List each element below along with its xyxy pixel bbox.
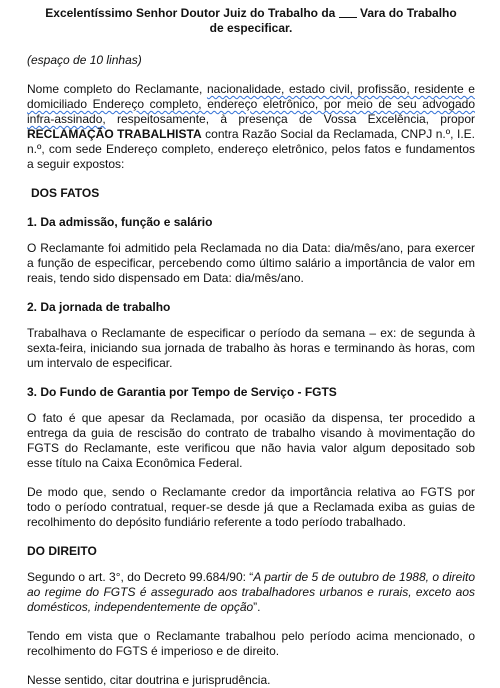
title-text-b: Vara do Trabalho: [360, 6, 457, 20]
direito-text2: Tendo em vista que o Reclamante trabalhou pelo período acima mencionado, o recolhimento do FGTS é imperioso e de direito.: [27, 629, 475, 658]
direito-text1-intro: Segundo o art. 3°, do Decreto 99.684/90: “: [27, 570, 254, 584]
direito-text3: Nesse sentido, citar doutrina e jurisprudência.: [27, 673, 271, 687]
direito-text1: [27, 570, 475, 615]
document-title-line2: de especificar.: [209, 21, 293, 35]
intro-part1: Nome completo do Reclamante,: [27, 82, 203, 96]
section3-heading: 3. Do Fundo de Garantia por Tempo de Serviço - FGTS: [27, 385, 337, 399]
title-text-a: Excelentíssimo Senhor Doutor Juiz do Trabalho da: [45, 6, 336, 20]
space-note: [27, 53, 475, 68]
intro-spellcheck-text: nacionalidade, estado civil, profissão, residente e domiciliado Endereço completo, endereço eletrônico, por meio de seu advogado infra-assinado,: [27, 82, 475, 126]
fatos-heading: DOS FATOS: [31, 186, 100, 200]
space-note-text: (espaço de 10 linhas): [27, 53, 142, 67]
direito-text1-end: ”.: [253, 600, 261, 614]
section2-heading: 2. Da jornada de trabalho: [27, 300, 171, 314]
section1-heading: 1. Da admissão, função e salário: [27, 215, 213, 229]
title-blank-line: [339, 6, 357, 18]
intro-paragraph: [27, 82, 475, 172]
intro-part3: contra Razão Social da Reclamada, CNPJ n.º, I.E. n.º, com sede Endereço completo, endereço eletrônico, pelos fatos e fundamentos a seguir expostos:: [27, 127, 475, 171]
section3-text2: De modo que, sendo o Reclamante credor da importância relativa ao FGTS por todo o período contratual, requer-se desde já que a Reclamada exiba as guias de recolhimento do depósito fundiário referente a todo período trabalhado.: [27, 485, 475, 529]
direito-heading: DO DIREITO: [27, 544, 97, 558]
intro-bold-title: RECLAMAÇÃO TRABALHISTA: [27, 127, 202, 141]
direito-quote: A partir de 5 de outubro de 1988, o direito ao regime do FGTS é assegurado aos trabalhadores urbanos e rurais, exceto aos domésticos, independentemente de opção: [27, 570, 476, 614]
document-title-line1: [27, 6, 475, 21]
intro-part2: respeitosamente, à presença de Vossa Excelência, propor: [105, 112, 475, 126]
section1-text: O Reclamante foi admitido pela Reclamada no dia Data: dia/mês/ano, para exercer a função de especificar, percebendo como último salário a importância de valor em reais, tendo sido dispensado em Data: dia/mês/ano.: [27, 241, 475, 285]
section2-text: Trabalhava o Reclamante de especificar o período da semana – ex: de segunda à sexta-feira, iniciando sua jornada de trabalho às horas e terminando às horas, com um intervalo de especificar.: [27, 326, 475, 370]
section3-text1: O fato é que apesar da Reclamada, por ocasião da dispensa, ter procedido a entrega da guia de rescisão do contrato de trabalho visando à movimentação do FGTS do Reclamante, este verificou que não havia valor algum depositado sob esse título na Caixa Econômica Federal.: [27, 411, 475, 470]
